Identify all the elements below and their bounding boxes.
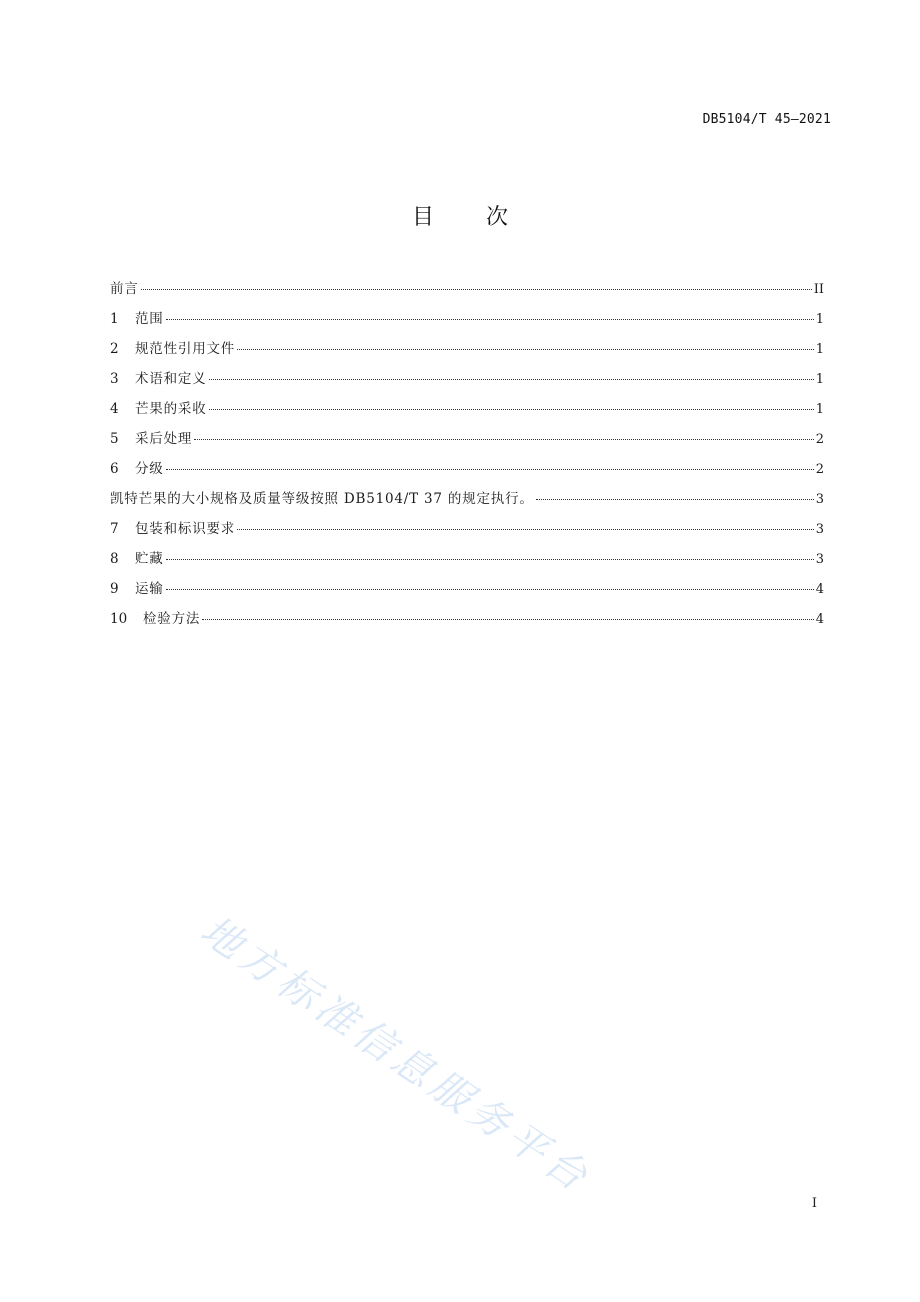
toc-entry-packaging-labeling[interactable] [110,518,824,548]
toc-entry-page: 1 [815,312,824,327]
toc-entry-number: 10 [110,611,128,627]
toc-entry-page: 4 [815,612,824,627]
toc-entry-transport[interactable] [110,578,824,608]
toc-leader-dots [141,288,812,290]
toc-entry-title: 前言 [110,281,139,297]
toc-entry-post-harvest[interactable] [110,428,824,458]
toc-leader-dots [166,468,814,470]
toc-entry-page: 3 [815,492,824,507]
toc-leader-dots [209,408,814,410]
toc-entry-title: 包装和标识要求 [135,521,236,537]
toc-entry-number: 9 [110,581,119,597]
toc-entry-page: 1 [815,342,824,357]
watermark: 地方标准信息服务平台 [192,907,600,1203]
toc-entry-page: 3 [815,522,824,537]
toc-entry-normative-references[interactable] [110,338,824,368]
toc-entry-page: 3 [815,552,824,567]
toc-entry-number: 6 [110,461,119,477]
toc-entry-harvesting[interactable] [110,398,824,428]
toc-entry-number: 7 [110,521,119,537]
page-number: I [811,1196,817,1211]
toc-entry-title: 术语和定义 [135,371,207,387]
toc-entry-number: 2 [110,341,119,357]
toc-entry-foreword[interactable] [110,278,824,308]
standard-code: DB5104/T 45—2021 [702,112,831,127]
toc-leader-dots [166,588,814,590]
table-of-contents [110,278,824,638]
toc-entry-title: 运输 [135,581,164,597]
toc-entry-page: 4 [815,582,824,597]
toc-leader-dots [237,348,814,350]
toc-entry-page: 1 [815,372,824,387]
toc-entry-title: 检验方法 [143,611,201,627]
page-title-left: 目 [411,205,434,230]
toc-entry-size-quality-note[interactable] [110,488,824,518]
toc-leader-dots [194,438,814,440]
toc-entry-title: 范围 [135,311,164,327]
toc-leader-dots [202,618,814,620]
toc-entry-number: 3 [110,371,119,387]
toc-leader-dots [237,528,814,530]
toc-leader-dots [209,378,814,380]
toc-entry-storage[interactable] [110,548,824,578]
toc-entry-number: 1 [110,311,119,327]
toc-entry-number: 4 [110,401,119,417]
page-title [0,200,920,231]
toc-entry-page: 1 [815,402,824,417]
toc-entry-test-methods[interactable] [110,608,824,638]
toc-entry-title: 芒果的采收 [135,401,207,417]
toc-entry-title: 贮藏 [135,551,164,567]
toc-entry-page: 2 [815,432,824,447]
toc-leader-dots [166,318,814,320]
toc-entry-page: 2 [815,462,824,477]
toc-entry-page: II [813,282,824,297]
toc-leader-dots [536,498,814,500]
toc-leader-dots [166,558,814,560]
toc-entry-number: 8 [110,551,119,567]
toc-entry-title: 规范性引用文件 [135,341,236,357]
page-title-right: 次 [486,205,509,230]
toc-entry-title: 凯特芒果的大小规格及质量等级按照 DB5104/T 37 的规定执行。 [110,491,534,507]
toc-entry-grading[interactable] [110,458,824,488]
toc-entry-number: 5 [110,431,119,447]
toc-entry-terms-definitions[interactable] [110,368,824,398]
toc-entry-scope[interactable] [110,308,824,338]
toc-entry-title: 分级 [135,461,164,477]
toc-entry-title: 采后处理 [135,431,193,447]
